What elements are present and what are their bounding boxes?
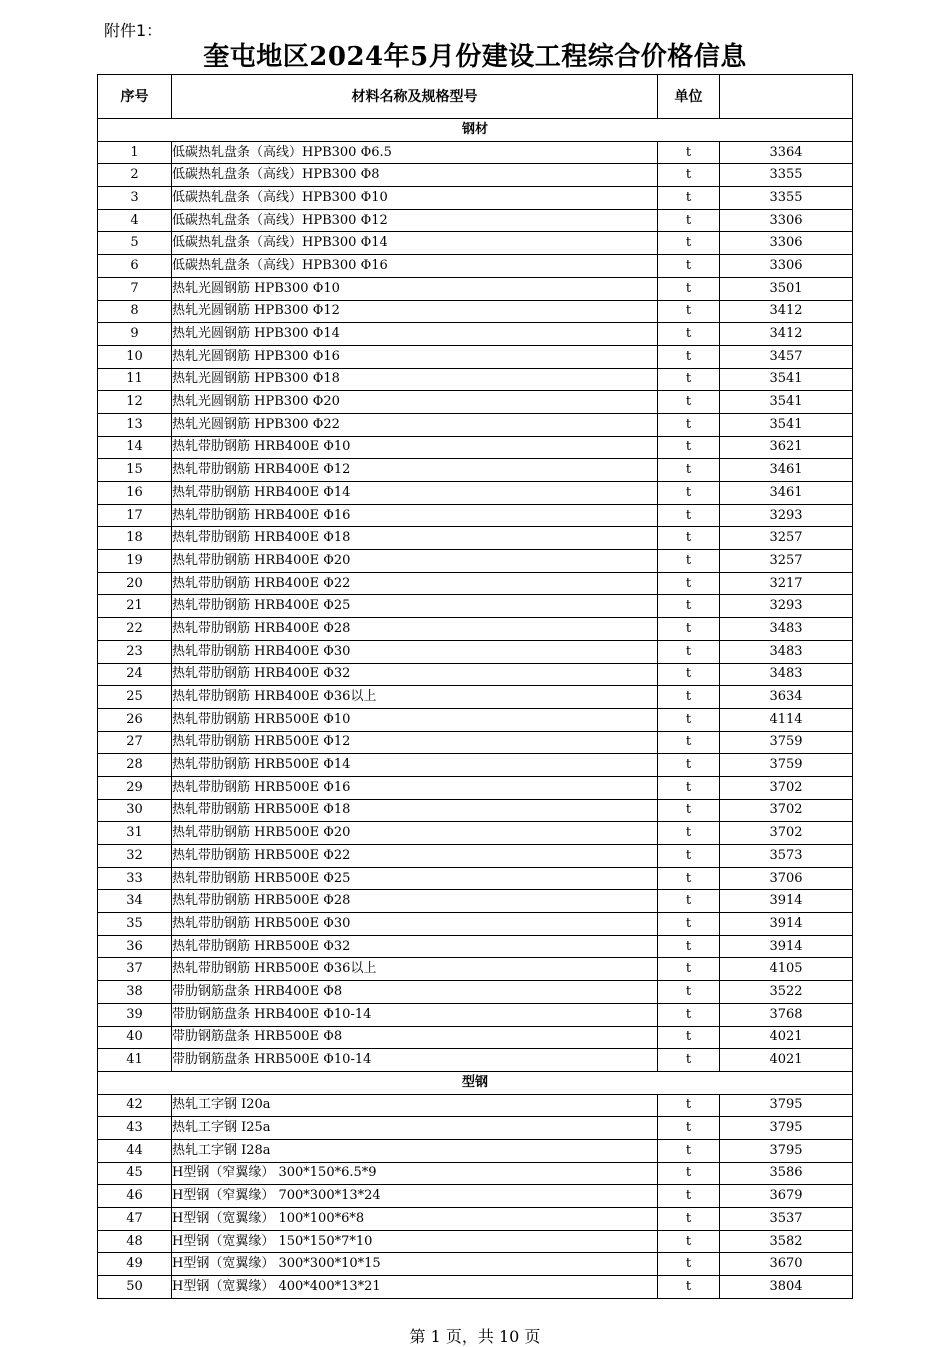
unit-cell: t [658,663,720,686]
table-row [98,1276,853,1299]
unit-cell: t [658,232,720,255]
price-cell: 3501 [720,277,853,300]
unit-cell: t [658,958,720,981]
unit-cell: t [658,141,720,164]
price-cell: 3914 [720,890,853,913]
material-name: 热轧带肋钢筋 HRB500E Φ30 [172,913,658,936]
price-cell: 3573 [720,845,853,868]
unit-cell: t [658,618,720,641]
unit-cell: t [658,708,720,731]
unit-cell: t [658,731,720,754]
header-no: 序号 [98,75,172,119]
material-name: 低碳热轧盘条（高线）HPB300 Φ14 [172,232,658,255]
price-cell: 3582 [720,1230,853,1253]
unit-cell: t [658,300,720,323]
section-row [98,1071,853,1094]
material-name: 热轧光圆钢筋 HPB300 Φ10 [172,277,658,300]
table-row [98,1253,853,1276]
price-cell: 3914 [720,935,853,958]
material-name: 低碳热轧盘条（高线）HPB300 Φ6.5 [172,141,658,164]
row-number: 40 [98,1026,172,1049]
price-cell: 3759 [720,754,853,777]
price-cell: 3795 [720,1117,853,1140]
material-name: 热轧工字钢 I28a [172,1139,658,1162]
unit-cell: t [658,822,720,845]
material-name: H型钢（宽翼缘） 300*300*10*15 [172,1253,658,1276]
unit-cell: t [658,776,720,799]
price-cell: 3457 [720,345,853,368]
material-name: 带肋钢筋盘条 HRB400E Φ10-14 [172,1003,658,1026]
unit-cell: t [658,187,720,210]
row-number: 41 [98,1049,172,1072]
table-row [98,1117,853,1140]
unit-cell: t [658,277,720,300]
table-row [98,232,853,255]
material-name: 热轧光圆钢筋 HPB300 Φ14 [172,323,658,346]
price-cell: 3355 [720,164,853,187]
unit-cell: t [658,595,720,618]
material-name: 热轧带肋钢筋 HRB400E Φ32 [172,663,658,686]
unit-cell: t [658,323,720,346]
row-number: 38 [98,981,172,1004]
row-number: 5 [98,232,172,255]
row-number: 50 [98,1276,172,1299]
row-number: 28 [98,754,172,777]
row-number: 45 [98,1162,172,1185]
row-number: 30 [98,799,172,822]
table-row [98,436,853,459]
material-name: 热轧光圆钢筋 HPB300 Φ22 [172,413,658,436]
table-row [98,572,853,595]
table-row [98,550,853,573]
price-cell: 3621 [720,436,853,459]
price-cell: 3522 [720,981,853,1004]
table-row [98,1049,853,1072]
table-row [98,300,853,323]
material-name: H型钢（宽翼缘） 100*100*6*8 [172,1208,658,1231]
unit-cell: t [658,1003,720,1026]
price-cell: 3804 [720,1276,853,1299]
row-number: 10 [98,345,172,368]
row-number: 49 [98,1253,172,1276]
unit-cell: t [658,413,720,436]
material-name: 热轧带肋钢筋 HRB400E Φ12 [172,459,658,482]
material-name: 热轧带肋钢筋 HRB400E Φ30 [172,640,658,663]
material-name: 热轧带肋钢筋 HRB500E Φ25 [172,867,658,890]
price-table [97,74,853,1299]
price-cell: 3412 [720,323,853,346]
price-cell: 3702 [720,799,853,822]
row-number: 43 [98,1117,172,1140]
row-number: 1 [98,141,172,164]
table-row [98,663,853,686]
price-cell: 3768 [720,1003,853,1026]
table-row [98,141,853,164]
price-cell: 3217 [720,572,853,595]
price-cell: 3634 [720,686,853,709]
price-cell: 3541 [720,391,853,414]
section-title: 钢材 [98,119,853,142]
material-name: 热轧带肋钢筋 HRB500E Φ36以上 [172,958,658,981]
table-row [98,1094,853,1117]
table-row [98,209,853,232]
material-name: 热轧光圆钢筋 HPB300 Φ18 [172,368,658,391]
price-cell: 4105 [720,958,853,981]
table-row [98,595,853,618]
row-number: 35 [98,913,172,936]
price-cell: 3306 [720,255,853,278]
row-number: 42 [98,1094,172,1117]
row-number: 44 [98,1139,172,1162]
price-cell: 3293 [720,595,853,618]
row-number: 33 [98,867,172,890]
material-name: H型钢（宽翼缘） 150*150*7*10 [172,1230,658,1253]
attachment-label: 附件1： [104,21,163,40]
unit-cell: t [658,799,720,822]
table-row [98,323,853,346]
row-number: 9 [98,323,172,346]
material-name: 热轧带肋钢筋 HRB400E Φ28 [172,618,658,641]
row-number: 3 [98,187,172,210]
row-number: 18 [98,527,172,550]
price-cell: 3483 [720,663,853,686]
material-name: 带肋钢筋盘条 HRB500E Φ8 [172,1026,658,1049]
material-name: 热轧带肋钢筋 HRB500E Φ10 [172,708,658,731]
table-row [98,890,853,913]
material-name: 低碳热轧盘条（高线）HPB300 Φ10 [172,187,658,210]
material-name: 热轧带肋钢筋 HRB400E Φ25 [172,595,658,618]
price-cell: 3257 [720,550,853,573]
price-cell: 3679 [720,1185,853,1208]
unit-cell: t [658,436,720,459]
unit-cell: t [658,981,720,1004]
row-number: 6 [98,255,172,278]
unit-cell: t [658,482,720,505]
row-number: 23 [98,640,172,663]
row-number: 31 [98,822,172,845]
material-name: 热轧光圆钢筋 HPB300 Φ16 [172,345,658,368]
row-number: 14 [98,436,172,459]
price-cell: 4114 [720,708,853,731]
table-row [98,1185,853,1208]
price-cell: 3586 [720,1162,853,1185]
unit-cell: t [658,1162,720,1185]
row-number: 2 [98,164,172,187]
table-row [98,277,853,300]
price-cell: 3702 [720,822,853,845]
unit-cell: t [658,754,720,777]
price-cell: 3914 [720,913,853,936]
header-name: 材料名称及规格型号 [172,75,658,119]
section-row [98,119,853,142]
table-row [98,708,853,731]
material-name: H型钢（窄翼缘） 300*150*6.5*9 [172,1162,658,1185]
price-cell: 3412 [720,300,853,323]
price-cell: 3759 [720,731,853,754]
price-cell: 3795 [720,1094,853,1117]
table-row [98,845,853,868]
table-row [98,504,853,527]
row-number: 4 [98,209,172,232]
table-row [98,686,853,709]
price-cell: 3257 [720,527,853,550]
material-name: 低碳热轧盘条（高线）HPB300 Φ12 [172,209,658,232]
table-row [98,1003,853,1026]
table-row [98,958,853,981]
table-row [98,1026,853,1049]
unit-cell: t [658,345,720,368]
material-name: 热轧带肋钢筋 HRB400E Φ16 [172,504,658,527]
page-footer: 第 1 页，共 10 页 [409,1327,541,1346]
unit-cell: t [658,1094,720,1117]
table-row [98,618,853,641]
price-cell: 3364 [720,141,853,164]
unit-cell: t [658,1185,720,1208]
table-row [98,754,853,777]
unit-cell: t [658,368,720,391]
table-row [98,255,853,278]
unit-cell: t [658,255,720,278]
price-cell: 3702 [720,776,853,799]
unit-cell: t [658,686,720,709]
row-number: 29 [98,776,172,799]
table-row [98,1208,853,1231]
price-cell: 3537 [720,1208,853,1231]
price-cell: 3541 [720,368,853,391]
row-number: 34 [98,890,172,913]
table-row [98,345,853,368]
header-unit: 单位 [658,75,720,119]
unit-cell: t [658,640,720,663]
unit-cell: t [658,867,720,890]
material-name: 热轧带肋钢筋 HRB500E Φ32 [172,935,658,958]
material-name: 热轧光圆钢筋 HPB300 Φ12 [172,300,658,323]
material-name: 低碳热轧盘条（高线）HPB300 Φ8 [172,164,658,187]
table-row [98,799,853,822]
material-name: 热轧带肋钢筋 HRB400E Φ18 [172,527,658,550]
price-cell: 3670 [720,1253,853,1276]
table-row [98,1139,853,1162]
price-cell: 3706 [720,867,853,890]
price-cell: 3795 [720,1139,853,1162]
material-name: 热轧带肋钢筋 HRB500E Φ20 [172,822,658,845]
price-cell: 3461 [720,459,853,482]
row-number: 37 [98,958,172,981]
row-number: 19 [98,550,172,573]
table-row [98,1162,853,1185]
material-name: 热轧带肋钢筋 HRB400E Φ10 [172,436,658,459]
row-number: 17 [98,504,172,527]
unit-cell: t [658,1117,720,1140]
price-cell: 3461 [720,482,853,505]
material-name: 热轧带肋钢筋 HRB500E Φ22 [172,845,658,868]
price-cell: 3293 [720,504,853,527]
material-name: 低碳热轧盘条（高线）HPB300 Φ16 [172,255,658,278]
material-name: 热轧带肋钢筋 HRB500E Φ16 [172,776,658,799]
price-cell: 3306 [720,209,853,232]
unit-cell: t [658,1026,720,1049]
unit-cell: t [658,890,720,913]
price-cell: 3541 [720,413,853,436]
material-name: 带肋钢筋盘条 HRB400E Φ8 [172,981,658,1004]
table-row [98,482,853,505]
unit-cell: t [658,913,720,936]
material-name: 热轧带肋钢筋 HRB400E Φ36以上 [172,686,658,709]
row-number: 48 [98,1230,172,1253]
table-body [98,119,853,1299]
row-number: 11 [98,368,172,391]
material-name: 热轧带肋钢筋 HRB500E Φ18 [172,799,658,822]
material-name: H型钢（宽翼缘） 400*400*13*21 [172,1276,658,1299]
material-name: 热轧带肋钢筋 HRB500E Φ28 [172,890,658,913]
row-number: 12 [98,391,172,414]
unit-cell: t [658,572,720,595]
table-row [98,640,853,663]
row-number: 36 [98,935,172,958]
unit-cell: t [658,550,720,573]
unit-cell: t [658,1230,720,1253]
unit-cell: t [658,845,720,868]
material-name: 热轧带肋钢筋 HRB400E Φ20 [172,550,658,573]
table-row [98,935,853,958]
row-number: 16 [98,482,172,505]
row-number: 46 [98,1185,172,1208]
row-number: 15 [98,459,172,482]
row-number: 13 [98,413,172,436]
price-cell: 4021 [720,1026,853,1049]
unit-cell: t [658,1208,720,1231]
table-row [98,913,853,936]
page-title: 奎屯地区2024年5月份建设工程综合价格信息 [203,42,747,72]
row-number: 8 [98,300,172,323]
table-row [98,413,853,436]
material-name: 带肋钢筋盘条 HRB500E Φ10-14 [172,1049,658,1072]
material-name: 热轧带肋钢筋 HRB500E Φ12 [172,731,658,754]
unit-cell: t [658,209,720,232]
table-row [98,867,853,890]
unit-cell: t [658,1253,720,1276]
table-row [98,822,853,845]
price-cell: 3483 [720,640,853,663]
unit-cell: t [658,391,720,414]
table-row [98,981,853,1004]
row-number: 27 [98,731,172,754]
row-number: 26 [98,708,172,731]
row-number: 7 [98,277,172,300]
table-row [98,187,853,210]
price-cell: 3355 [720,187,853,210]
row-number: 24 [98,663,172,686]
header-price [720,75,853,119]
material-name: 热轧带肋钢筋 HRB400E Φ22 [172,572,658,595]
row-number: 21 [98,595,172,618]
unit-cell: t [658,935,720,958]
material-name: 热轧工字钢 I25a [172,1117,658,1140]
unit-cell: t [658,504,720,527]
material-name: 热轧带肋钢筋 HRB500E Φ14 [172,754,658,777]
price-cell: 3483 [720,618,853,641]
row-number: 22 [98,618,172,641]
row-number: 39 [98,1003,172,1026]
row-number: 47 [98,1208,172,1231]
table-row [98,459,853,482]
table-row [98,368,853,391]
price-cell: 4021 [720,1049,853,1072]
unit-cell: t [658,164,720,187]
table-row [98,391,853,414]
unit-cell: t [658,1276,720,1299]
table-row [98,527,853,550]
table-row [98,776,853,799]
row-number: 25 [98,686,172,709]
table-row [98,164,853,187]
unit-cell: t [658,1049,720,1072]
table-header-row [98,75,853,119]
unit-cell: t [658,527,720,550]
section-title: 型钢 [98,1071,853,1094]
price-cell: 3306 [720,232,853,255]
material-name: 热轧光圆钢筋 HPB300 Φ20 [172,391,658,414]
unit-cell: t [658,1139,720,1162]
unit-cell: t [658,459,720,482]
material-name: H型钢（窄翼缘） 700*300*13*24 [172,1185,658,1208]
material-name: 热轧带肋钢筋 HRB400E Φ14 [172,482,658,505]
row-number: 20 [98,572,172,595]
material-name: 热轧工字钢 I20a [172,1094,658,1117]
table-row [98,1230,853,1253]
table-row [98,731,853,754]
row-number: 32 [98,845,172,868]
